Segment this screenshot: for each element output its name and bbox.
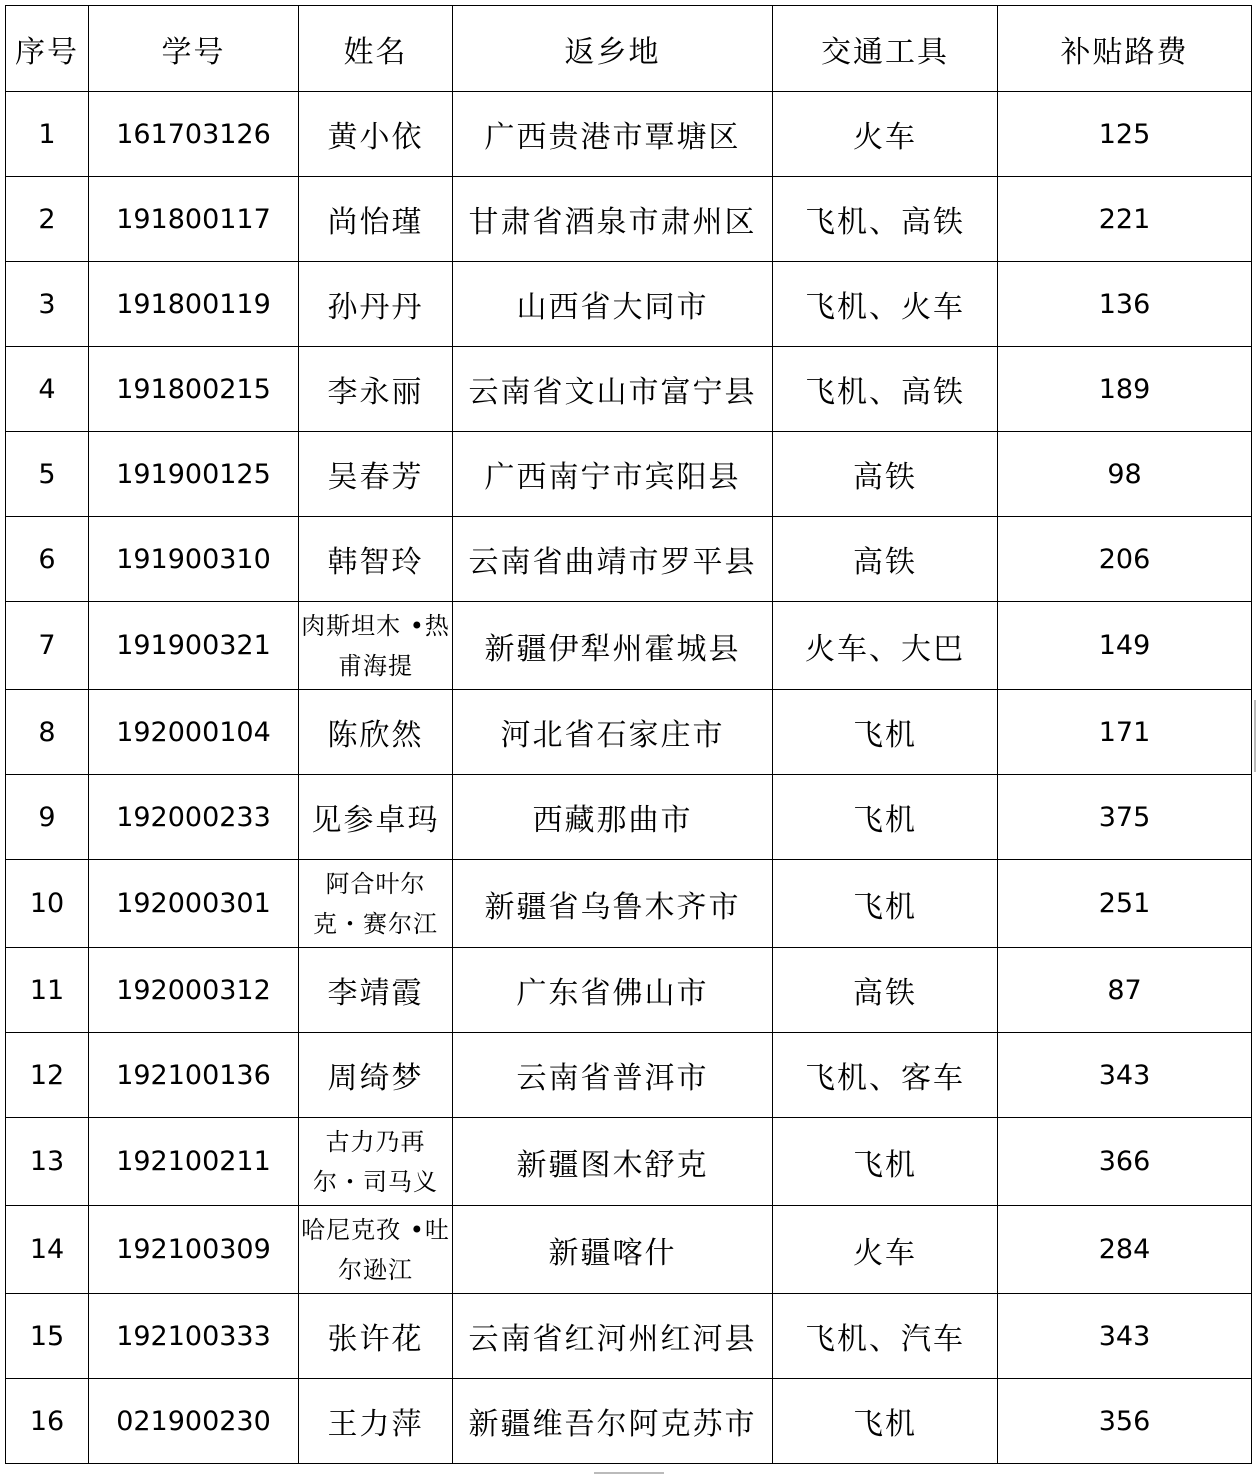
- row-name: [299, 1206, 453, 1294]
- row-index: 9: [6, 775, 89, 860]
- row-subsidy: 375: [998, 775, 1252, 860]
- row-name: 张许花: [299, 1294, 453, 1379]
- row-index: 7: [6, 602, 89, 690]
- row-name-line2: 甫海提: [338, 651, 413, 680]
- row-hometown: 新疆喀什: [453, 1206, 773, 1294]
- row-transport: 飞机: [773, 1118, 998, 1206]
- row-hometown: 西藏那曲市: [453, 775, 773, 860]
- table-row: [6, 1379, 1252, 1464]
- selection-edge-marker: [1254, 700, 1256, 772]
- row-name: 王力萍: [299, 1379, 453, 1464]
- row-transport: 高铁: [773, 517, 998, 602]
- row-subsidy: 98: [998, 432, 1252, 517]
- row-name: [299, 602, 453, 690]
- row-index: 11: [6, 948, 89, 1033]
- row-name-line2: 尔逊江: [338, 1255, 413, 1284]
- table-row: [6, 860, 1252, 948]
- row-index: 4: [6, 347, 89, 432]
- row-name: 韩智玲: [299, 517, 453, 602]
- row-subsidy: 284: [998, 1206, 1252, 1294]
- row-subsidy: 366: [998, 1118, 1252, 1206]
- row-student-id: 192100136: [89, 1033, 299, 1118]
- row-name-line1: 古力乃再: [325, 1127, 426, 1156]
- row-transport: 火车、大巴: [773, 602, 998, 690]
- row-name-line2: 尔・司马义: [313, 1167, 438, 1196]
- row-student-id: 191900310: [89, 517, 299, 602]
- table-row: [6, 517, 1252, 602]
- row-transport: 火车: [773, 92, 998, 177]
- row-name: 吴春芳: [299, 432, 453, 517]
- row-index: 15: [6, 1294, 89, 1379]
- row-student-id: 191800215: [89, 347, 299, 432]
- row-student-id: 191900321: [89, 602, 299, 690]
- row-name-line2: 克・赛尔江: [313, 909, 438, 938]
- table-row: [6, 1294, 1252, 1379]
- row-student-id: 021900230: [89, 1379, 299, 1464]
- row-index: 8: [6, 690, 89, 775]
- table-row: [6, 602, 1252, 690]
- table-row: [6, 432, 1252, 517]
- row-index: 6: [6, 517, 89, 602]
- row-student-id: 192000104: [89, 690, 299, 775]
- row-index: 10: [6, 860, 89, 948]
- row-subsidy: 149: [998, 602, 1252, 690]
- row-name-line1: 肉斯坦木 •热: [301, 611, 450, 640]
- row-subsidy: 125: [998, 92, 1252, 177]
- subsidy-table: [5, 5, 1252, 1464]
- row-subsidy: 343: [998, 1033, 1252, 1118]
- row-hometown: 云南省普洱市: [453, 1033, 773, 1118]
- row-transport: 飞机、高铁: [773, 177, 998, 262]
- row-index: 13: [6, 1118, 89, 1206]
- row-index: 14: [6, 1206, 89, 1294]
- row-transport: 飞机、汽车: [773, 1294, 998, 1379]
- row-name-line1: 阿合叶尔: [325, 869, 426, 898]
- row-student-id: 192000233: [89, 775, 299, 860]
- row-subsidy: 343: [998, 1294, 1252, 1379]
- row-hometown: 新疆省乌鲁木齐市: [453, 860, 773, 948]
- table-row: [6, 775, 1252, 860]
- row-transport: 飞机: [773, 860, 998, 948]
- row-name: [299, 860, 453, 948]
- row-name: 见参卓玛: [299, 775, 453, 860]
- row-transport: 飞机、高铁: [773, 347, 998, 432]
- table-row: [6, 690, 1252, 775]
- row-transport: 飞机: [773, 690, 998, 775]
- table-row: [6, 1118, 1252, 1206]
- row-subsidy: 251: [998, 860, 1252, 948]
- row-hometown: 河北省石家庄市: [453, 690, 773, 775]
- row-transport: 高铁: [773, 948, 998, 1033]
- row-hometown: 云南省红河州红河县: [453, 1294, 773, 1379]
- row-hometown: 山西省大同市: [453, 262, 773, 347]
- row-name: 陈欣然: [299, 690, 453, 775]
- row-index: 3: [6, 262, 89, 347]
- row-transport: 飞机、客车: [773, 1033, 998, 1118]
- table-row: [6, 177, 1252, 262]
- row-subsidy: 356: [998, 1379, 1252, 1464]
- header-name: 姓名: [299, 6, 453, 92]
- table-row: [6, 1033, 1252, 1118]
- header-subsidy: 补贴路费: [998, 6, 1252, 92]
- row-student-id: 191800117: [89, 177, 299, 262]
- row-student-id: 191900125: [89, 432, 299, 517]
- row-hometown: 甘肃省酒泉市肃州区: [453, 177, 773, 262]
- table-row: [6, 262, 1252, 347]
- row-transport: 飞机、火车: [773, 262, 998, 347]
- row-transport: 飞机: [773, 775, 998, 860]
- table-row: [6, 92, 1252, 177]
- row-student-id: 192000301: [89, 860, 299, 948]
- row-student-id: 192100211: [89, 1118, 299, 1206]
- header-row: [6, 6, 1252, 92]
- row-name: 黄小依: [299, 92, 453, 177]
- table-row: [6, 1206, 1252, 1294]
- row-student-id: 191800119: [89, 262, 299, 347]
- row-hometown: 云南省文山市富宁县: [453, 347, 773, 432]
- row-hometown: 新疆伊犁州霍城县: [453, 602, 773, 690]
- table-row: [6, 948, 1252, 1033]
- row-hometown: 广西贵港市覃塘区: [453, 92, 773, 177]
- row-hometown: 新疆维吾尔阿克苏市: [453, 1379, 773, 1464]
- header-index: 序号: [6, 6, 89, 92]
- header-student-id: 学号: [89, 6, 299, 92]
- row-index: 5: [6, 432, 89, 517]
- row-index: 16: [6, 1379, 89, 1464]
- row-name: 李靖霞: [299, 948, 453, 1033]
- row-subsidy: 87: [998, 948, 1252, 1033]
- header-hometown: 返乡地: [453, 6, 773, 92]
- row-name: [299, 1118, 453, 1206]
- row-transport: 火车: [773, 1206, 998, 1294]
- row-student-id: 192000312: [89, 948, 299, 1033]
- row-hometown: 广东省佛山市: [453, 948, 773, 1033]
- row-hometown: 广西南宁市宾阳县: [453, 432, 773, 517]
- row-subsidy: 189: [998, 347, 1252, 432]
- row-hometown: 云南省曲靖市罗平县: [453, 517, 773, 602]
- row-index: 12: [6, 1033, 89, 1118]
- row-student-id: 161703126: [89, 92, 299, 177]
- row-name: 尚怡瑾: [299, 177, 453, 262]
- row-name: 孙丹丹: [299, 262, 453, 347]
- row-index: 1: [6, 92, 89, 177]
- row-name-line1: 哈尼克孜 •吐: [301, 1215, 450, 1244]
- row-transport: 飞机: [773, 1379, 998, 1464]
- row-subsidy: 136: [998, 262, 1252, 347]
- row-subsidy: 221: [998, 177, 1252, 262]
- row-student-id: 192100309: [89, 1206, 299, 1294]
- table-row: [6, 347, 1252, 432]
- row-hometown: 新疆图木舒克: [453, 1118, 773, 1206]
- row-subsidy: 206: [998, 517, 1252, 602]
- row-name: 周绮梦: [299, 1033, 453, 1118]
- row-name: 李永丽: [299, 347, 453, 432]
- row-index: 2: [6, 177, 89, 262]
- row-transport: 高铁: [773, 432, 998, 517]
- row-student-id: 192100333: [89, 1294, 299, 1379]
- row-subsidy: 171: [998, 690, 1252, 775]
- selection-edge-marker: [594, 1472, 664, 1474]
- header-transport: 交通工具: [773, 6, 998, 92]
